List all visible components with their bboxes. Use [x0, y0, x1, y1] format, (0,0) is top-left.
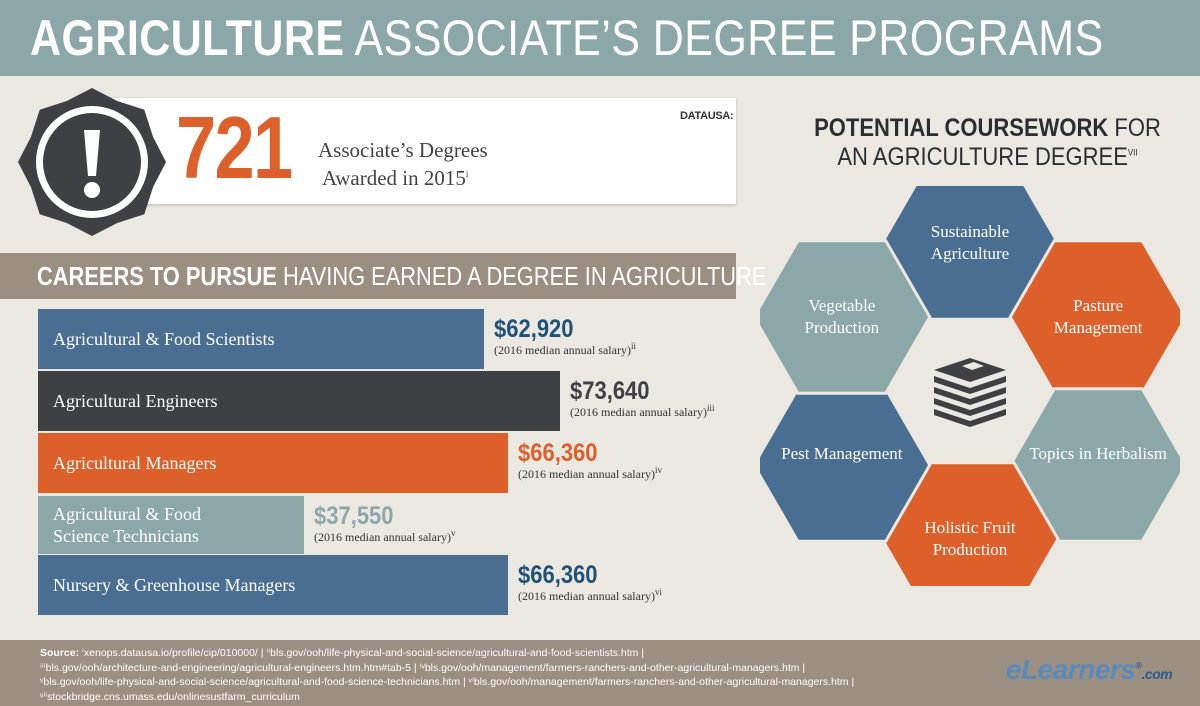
title-light: ASSOCIATE’S DEGREE PROGRAMS: [354, 10, 1104, 66]
salary-amount: $37,550: [314, 502, 394, 530]
careers-heading-bold: CAREERS TO PURSUE: [37, 261, 277, 291]
career-name: Nursery & Greenhouse Managers: [53, 575, 296, 595]
coursework-heading: POTENTIAL COURSEWORK FOR AN AGRICULTURE $DEGREE^{VII}$: [814, 114, 1161, 171]
career-salary: [314, 502, 455, 544]
sources-line: ⁱⁱⁱbls.gov/ooh/architecture-and-engineering/agricultural-engineers.htm.htm#tab-5 | ⁱᵛbls.gov/ooh/management/farmers-ranchers-and-other-agricultural-managers.htm |: [40, 661, 806, 674]
salary-note: (2016 median annual salary)$^v$: [314, 528, 456, 544]
salary-amount: $62,920: [494, 315, 574, 343]
stat-label-line1: Associate’s Degrees: [318, 138, 488, 162]
coursework-topic: Sustainable Agriculture: [930, 222, 1010, 263]
careers-heading-light: HAVING EARNED A DEGREE IN AGRICULTURE: [282, 261, 767, 291]
career-salary: [570, 377, 714, 419]
coursework-topic: Topics in Herbalism: [1029, 444, 1167, 463]
books-icon: [934, 358, 1006, 427]
career-bar: [38, 555, 508, 615]
career-name: Agricultural Engineers: [53, 391, 218, 411]
coursework-topic: Holistic Fruit Production: [924, 518, 1016, 559]
coursework-heading-line2: AN AGRICULTURE DEGREE: [837, 143, 1128, 171]
salary-note: (2016 median annual salary)$^{ii}$: [494, 341, 636, 357]
career-name: Agricultural Managers: [53, 453, 217, 473]
sources-line: ᵛⁱⁱstockbridge.cns.umass.edu/onlinesustfarm_curriculum: [40, 690, 300, 703]
sources-line: ᵛbls.gov/ooh/life-physical-and-social-science/agricultural-and-food-science-technicians.htm | ᵛⁱbls.gov/ooh/management/farmers-ranchers-and-other-agricultural-managers.htm |: [40, 676, 855, 689]
salary-amount: $66,360: [518, 561, 598, 589]
salary-note: (2016 median annual salary)$^{iv}$: [518, 465, 662, 481]
salary-amount: $73,640: [570, 377, 650, 405]
sources-text: [40, 646, 980, 704]
careers-heading: [37, 257, 766, 295]
coursework-topic: Pest Management: [781, 444, 903, 463]
salary-note: (2016 median annual salary)$^{vi}$: [518, 587, 662, 603]
elearners-logo: eLearners®.com: [1006, 654, 1173, 685]
sources-label: Source:: [40, 647, 80, 659]
career-name: Agricultural & Food Science Technicians: [53, 504, 201, 546]
career-bar: [38, 496, 304, 554]
salary-amount: $66,360: [518, 439, 598, 467]
stat-source-logo: DATAUSA:: [680, 110, 734, 122]
career-bar: [38, 309, 484, 369]
career-bar: [38, 433, 508, 493]
title-bold: AGRICULTURE: [30, 10, 345, 66]
coursework-heading-light: FOR: [1114, 114, 1161, 142]
career-salary: [518, 439, 662, 481]
coursework-topic: Pasture Management: [1053, 296, 1143, 337]
career-salary: [494, 315, 636, 357]
career-name: Agricultural & Food Scientists: [53, 329, 275, 349]
page-title: [30, 8, 1104, 68]
coursework-heading-bold: POTENTIAL COURSEWORK: [814, 114, 1109, 142]
career-salary: [518, 561, 662, 603]
exclamation-badge-icon: [14, 84, 170, 240]
career-bar: [38, 371, 560, 431]
stat-label: [318, 136, 488, 192]
stat-number: 721: [176, 98, 292, 197]
salary-note: (2016 median annual salary)$^{iii}$: [570, 403, 715, 419]
stat-label-line2: Awarded in 2015$^i$: [322, 166, 469, 190]
coursework-topic: Vegetable Production: [804, 296, 880, 337]
sources-line: ⁱxenops.datausa.io/profile/cip/010000/ | ⁱⁱbls.gov/ooh/life-physical-and-social-science/agricultural-and-food-scientists.htm |: [82, 647, 645, 659]
